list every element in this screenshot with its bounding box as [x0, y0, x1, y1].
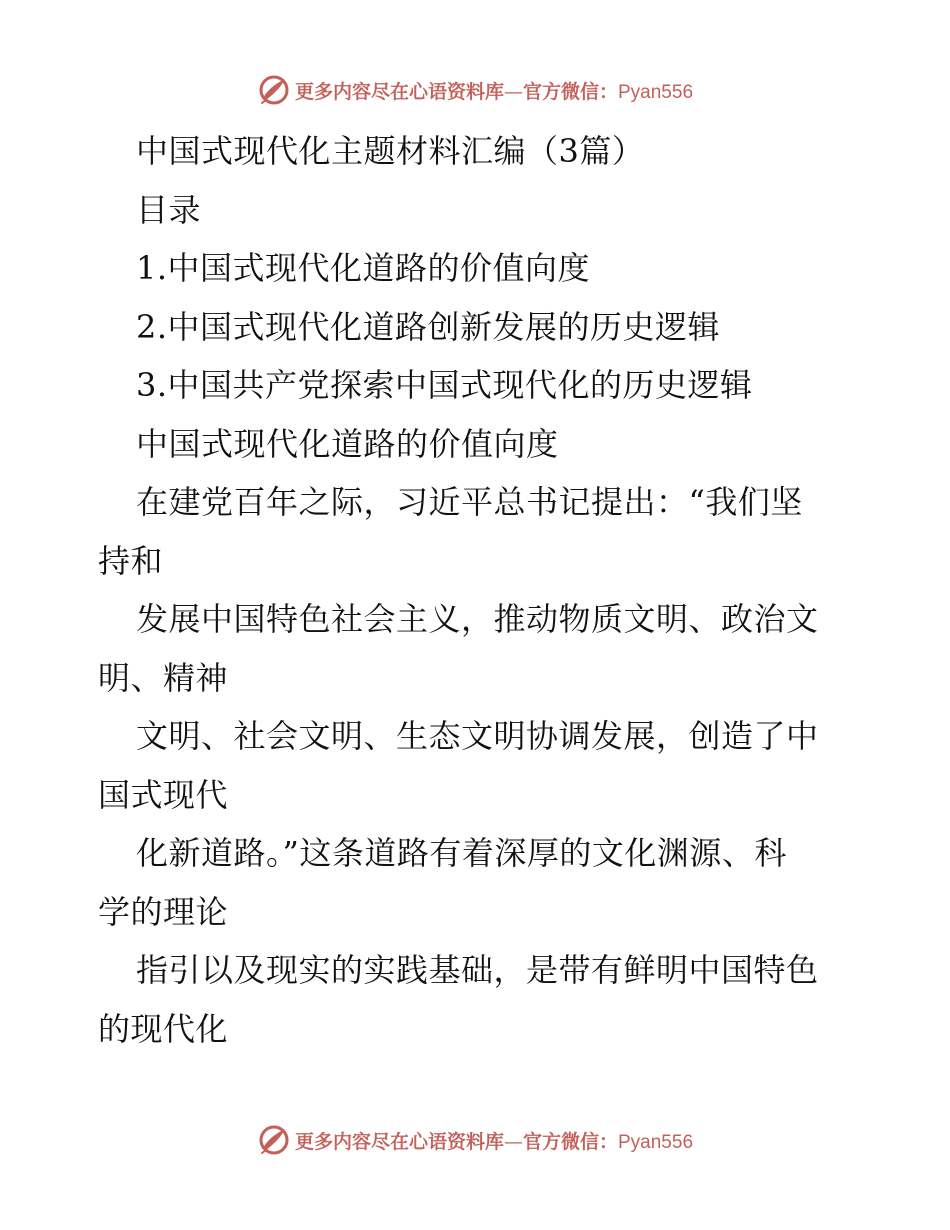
watermark-banner-bottom	[0, 1120, 950, 1160]
body-line: 国式现代	[98, 775, 229, 814]
body-line: 学的理论	[98, 892, 229, 931]
body-line: 指引以及现实的实践基础，是带有鲜明中国特色	[136, 951, 819, 989]
watermark-text: 更多内容尽在心语资料库—官方微信：Pyan556	[294, 1130, 694, 1153]
body-line: 文明、社会文明、生态文明协调发展，创造了中	[136, 717, 819, 755]
body-line: 明、精神	[98, 658, 229, 697]
toc-item: 1.中国式现代化道路的价值向度	[136, 249, 591, 287]
body-line: 的现代化	[98, 1009, 229, 1048]
document-title: 中国式现代化主题材料汇编（3篇）	[136, 132, 645, 170]
toc-item: 3.中国共产党探索中国式现代化的历史逻辑	[136, 366, 753, 404]
body-line: 持和	[98, 541, 164, 580]
body-line: 化新道路。”这条道路有着深厚的文化渊源、科	[136, 834, 787, 872]
watermark-text: 更多内容尽在心语资料库—官方微信：Pyan556	[294, 80, 694, 103]
pen-logo-icon	[257, 73, 291, 107]
body-line: 在建党百年之际，习近平总书记提出：“我们坚	[136, 483, 803, 521]
body-line: 发展中国特色社会主义，推动物质文明、政治文	[136, 600, 819, 638]
document-body	[98, 122, 858, 1058]
toc-heading: 目录	[136, 190, 202, 229]
section-title: 中国式现代化道路的价值向度	[136, 424, 559, 463]
toc-item: 2.中国式现代化道路创新发展的历史逻辑	[136, 307, 721, 346]
pen-logo-icon	[257, 1123, 291, 1157]
watermark-banner-top	[0, 70, 950, 110]
